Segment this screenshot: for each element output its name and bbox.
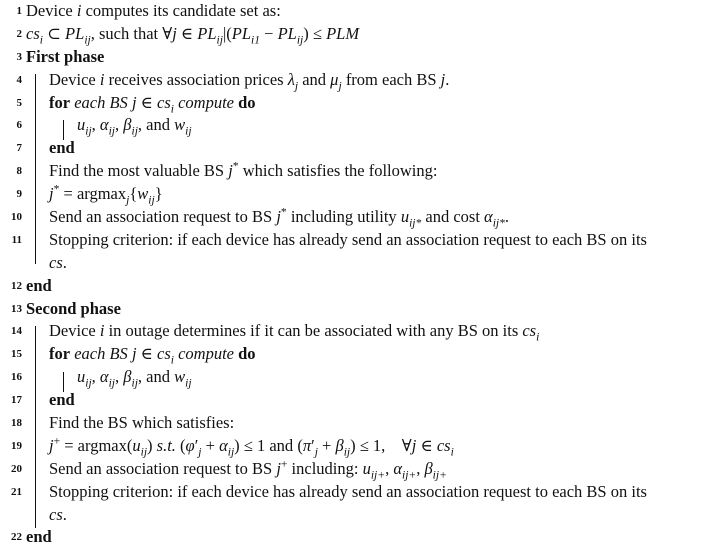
line-number: 14: [11, 325, 22, 338]
line-number: 5: [16, 96, 22, 109]
algo-line-18: [0, 412, 715, 435]
algo-line-15: [0, 343, 715, 366]
line-text: cs.: [49, 504, 67, 524]
algo-line-20: [0, 458, 715, 481]
algo-line-17: [0, 389, 715, 412]
line-number: 3: [16, 50, 22, 63]
line-text: Send an association request to BS j* including utility $u_{ij*}$ and cost $\alpha_{ij*}$.: [49, 206, 510, 230]
line-text: $cs_i$ ⊂ $PL_{ij}$, such that ∀j ∈ $PL_{ij}|(PL_{i1} - PL_{ij})$ ≤ PLM: [26, 23, 360, 47]
algo-line-1: [0, 0, 715, 23]
line-number: 11: [11, 233, 22, 246]
line-number: 1: [16, 5, 22, 17]
line-text: $u_{ij}$, $\alpha_{ij}$, $\beta_{ij}$, and $w_{ij}$: [77, 367, 192, 390]
line-text: end: [49, 390, 75, 410]
line-number: 20: [11, 462, 22, 475]
line-text: Find the most valuable BS j* which satisfies the following:: [49, 160, 438, 181]
line-number: 2: [16, 27, 22, 40]
line-text: cs.: [49, 252, 67, 272]
line-text: Stopping criterion: if each device has already send an association request to each BS on its: [49, 481, 647, 501]
line-text: end: [26, 275, 52, 295]
line-number: 17: [11, 394, 22, 407]
line-number: 15: [11, 348, 22, 361]
line-number: 18: [11, 417, 22, 430]
algo-line-10: [0, 206, 715, 229]
line-text: Send an association request to BS j+ including: $u_{ij+}$, $\alpha_{ij+}$, $\beta_{ij+}$: [49, 458, 447, 482]
line-text: Device i computes its candidate set as:: [26, 1, 281, 20]
line-number: 10: [11, 211, 22, 224]
line-text: $j^+ = argmax(u_{ij})$ s.t. $(\varphi'_j + \alpha_{ij}) \le 1$ and $(\pi'_j + \beta_{ij}) \le 1$, ∀j ∈ $cs_i$: [49, 435, 454, 459]
line-text: Find the BS which satisfies:: [49, 413, 235, 433]
line-number: 9: [16, 188, 22, 201]
line-text: Stopping criterion: if each device has already send an association request to each BS on its: [49, 229, 647, 249]
line-number: 22: [11, 531, 22, 544]
algo-line-8: [0, 160, 715, 183]
algo-line-16: [0, 366, 715, 389]
algo-line-3: [0, 46, 715, 69]
algo-line-6: [0, 114, 715, 137]
algo-line-22: [0, 526, 715, 549]
line-text: end: [26, 527, 52, 547]
algo-line-5: [0, 92, 715, 115]
line-number: 13: [11, 302, 22, 315]
algo-line-12: [0, 275, 715, 298]
line-text: Device i in outage determines if it can be associated with any BS on its $cs_i$: [49, 321, 540, 344]
algo-line-7: [0, 137, 715, 160]
line-number: 16: [11, 371, 22, 384]
algo-line-14: [0, 320, 715, 343]
section-heading-second-phase: Second phase: [26, 298, 121, 318]
line-number: 4: [16, 73, 22, 86]
line-text: Device i receives association prices $\lambda_j$ and $\mu_j$ from each BS j.: [49, 69, 450, 92]
algo-line-4: [0, 69, 715, 92]
line-number: 7: [16, 142, 22, 155]
line-text: $j^* = argmax_j\{w_{ij}\}$: [49, 183, 163, 207]
line-text: $u_{ij}$, $\alpha_{ij}$, $\beta_{ij}$, and $w_{ij}$: [77, 115, 192, 138]
algo-line-19: [0, 435, 715, 458]
line-text: for each BS j ∈ $cs_i$ compute do: [49, 92, 256, 115]
algo-line-9: [0, 183, 715, 206]
section-heading-first-phase: First phase: [26, 46, 105, 66]
line-number: 19: [11, 439, 22, 452]
algo-line-11: [0, 229, 715, 252]
line-number: 12: [11, 279, 22, 292]
algo-line-13: [0, 298, 715, 321]
algo-line-21: [0, 481, 715, 504]
line-text: end: [49, 138, 75, 158]
line-number: 8: [16, 165, 22, 178]
line-number: 6: [16, 119, 22, 132]
algo-line-11-cont: [0, 252, 715, 275]
algo-line-2: [0, 23, 715, 46]
algo-line-21-cont: [0, 504, 715, 527]
line-text: for each BS j ∈ $cs_i$ compute do: [49, 344, 256, 367]
line-number: 21: [11, 485, 22, 498]
